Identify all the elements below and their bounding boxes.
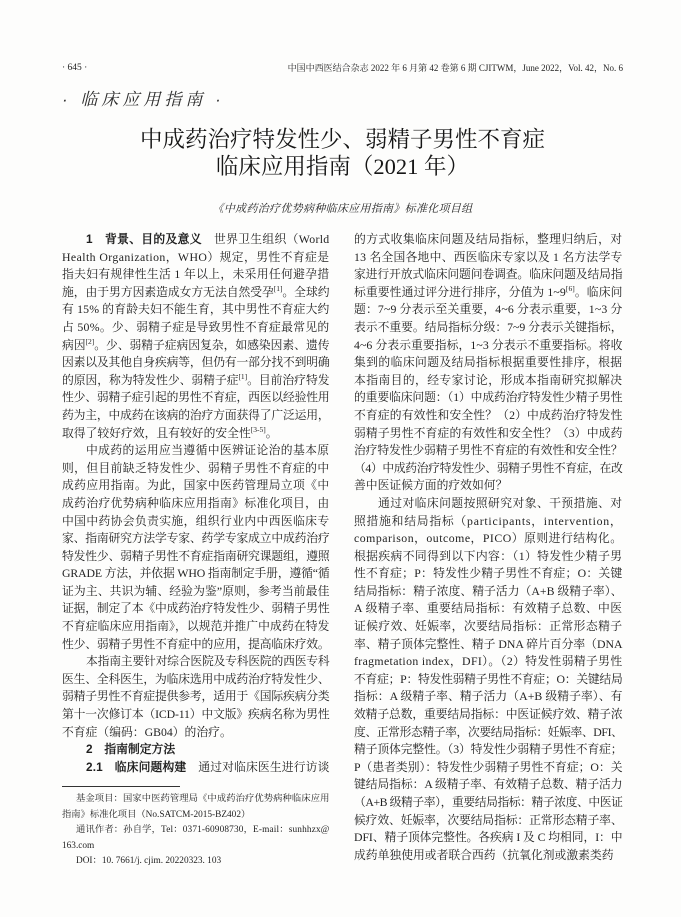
line-content: 通讯作者：孙自学，Tel：0371-60908730，E-mail：sunhhzx@ [76, 825, 330, 835]
text-line [62, 839, 330, 855]
citation-superscript: [1] [238, 371, 248, 381]
text-line [354, 301, 623, 319]
section-label: · 临床应用指南 · [62, 90, 225, 109]
text-line [62, 231, 330, 249]
line-content [86, 742, 175, 756]
author-group: 《中成药治疗优势病种临床应用指南》标准化项目组 [212, 203, 473, 215]
text-line [354, 794, 623, 812]
line-content [354, 285, 623, 299]
line-content: 药为主，中成药在该病的治疗方面获得了广泛运用， [62, 407, 330, 422]
footnote [62, 792, 330, 823]
text-segment: 的原因，称为特发性少、弱精子症 [62, 372, 239, 387]
line-content [62, 426, 278, 440]
text-line [354, 548, 623, 566]
text-line [62, 618, 330, 636]
line-content: 率、精子顶体完整性、精子 DNA 碎片百分率（DNA [354, 636, 623, 651]
text-segment: 。临床问 [574, 284, 623, 299]
text-line [354, 688, 623, 706]
text-line [62, 565, 330, 583]
citation-superscript: [3-5] [250, 424, 266, 434]
paragraph [62, 741, 330, 759]
line-content: 通过对临床问题按照研究对象、干预措施、对 [378, 495, 623, 510]
line-content: Health Organization，WHO）规定，男性不育症是 [62, 249, 330, 264]
text-line [62, 759, 330, 777]
line-content [86, 232, 330, 246]
text-line [354, 284, 623, 302]
line-content: 本指南主要针对综合医院及专科医院的西医专科 [86, 654, 330, 669]
text-line [62, 407, 330, 425]
line-content [62, 285, 329, 299]
footnote-rule [62, 786, 180, 787]
line-content: 13 名全国各地中、西医临床专家以及 1 名方法学专 [354, 249, 623, 264]
line-content: 因素以及其他自身疾病等，但仍有一部分找不到明确 [62, 355, 330, 370]
text-line [62, 548, 330, 566]
line-content: 结局指标：精子浓度、精子活力（A+B 级精子率）、 [354, 583, 623, 598]
text-line [62, 530, 330, 548]
paragraph [354, 495, 623, 864]
text-line [62, 706, 330, 724]
line-content: A 级精子率、重要结局指标：有效精子总数、中医 [354, 601, 623, 616]
line-content: 不育症（编码：GB04）的治疗。 [62, 724, 232, 739]
text-segment: 。少、弱精子症病因复杂，如感染因素、遗传 [94, 337, 330, 352]
line-content: 163.com [62, 840, 95, 851]
text-line [354, 407, 623, 425]
line-content: 第十一次修订本（ICD-11）中文版》疾病名称为男性 [62, 707, 330, 722]
text-line [62, 354, 330, 372]
text-line [62, 792, 330, 808]
line-content: 不育症的有效性和安全性？（2）中成药治疗特发性 [354, 407, 623, 422]
article-title-line: 临床应用指南（2021 年） [215, 154, 470, 179]
text-line [62, 823, 330, 839]
line-content: 度、正常形态精子率，次要结局指标：妊娠率、DFI、 [354, 724, 623, 739]
line-content: GRADE 方法，并依据 WHO 指南制定手册，遵循“循 [62, 566, 330, 581]
footnotes [62, 792, 330, 870]
paragraph [62, 442, 330, 653]
text-line [62, 284, 330, 302]
text-line [354, 671, 623, 689]
line-content: 不育症；P：特发性弱精子男性不育症；O：关键结局 [354, 671, 623, 686]
text-line [62, 477, 330, 495]
text-line [62, 495, 330, 513]
line-content [62, 373, 329, 387]
text-line [354, 425, 623, 443]
line-content: 则，但目前缺乏特发性少、弱精子男性不育症的中 [62, 460, 330, 475]
text-line [354, 653, 623, 671]
line-content: 性少、弱精子症引起的男性不育症，西医以经验性用 [62, 390, 330, 405]
text-line [62, 266, 330, 284]
line-content: 中国中药协会负责实施，组织行业内中西医临床专 [62, 513, 330, 528]
line-content: 4~6 分表示重要指标，1~3 分表示不重要指标。将收 [354, 337, 623, 352]
line-content: 的重要临床问题：（1）中成药治疗特发性少精子男性 [354, 390, 623, 405]
line-content: 指夫妇有规律性生活 1 年以上，未采用任何避孕措 [62, 267, 330, 282]
line-content: 的方式收集临床问题及结局指标，整理归纳后，对 [354, 232, 623, 246]
citation-superscript: [1] [273, 283, 283, 293]
text-line [354, 565, 623, 583]
line-content: 根据疾病不同得到以下内容：（1）特发性少精子男 [354, 548, 623, 563]
paragraph [62, 759, 330, 777]
text-line [354, 530, 623, 548]
text-line [354, 847, 623, 865]
text-segment: 施，由于男方因素造成女方无法自然受孕 [62, 284, 274, 299]
text-line [62, 301, 330, 319]
line-content: 不育症临床应用指南》，以规范并推广中成药在特发 [62, 619, 330, 634]
citation-superscript: [6] [565, 283, 575, 293]
journal-citation: 中国中西医结合杂志 2022 年 6 月第 42 卷第 6 期 CJITWM，June 2022，Vol. 42，No. 6 [287, 63, 623, 73]
page-number: · 645 · [62, 63, 88, 73]
line-content: 候疗效、妊娠率，次要结局指标：正常形态精子率、 [354, 812, 623, 827]
line-content: 证据，制定了本《中成药治疗特发性少、弱精子男性 [62, 601, 330, 616]
text-line [354, 442, 623, 460]
text-line [62, 513, 330, 531]
line-content: P（患者类别）：特发性少弱精子男性不育症；O：关 [354, 759, 623, 774]
line-content: 照措施和结局指标（participants，intervention， [354, 513, 623, 528]
text-line [62, 337, 330, 355]
text-line [62, 442, 330, 460]
footnote [62, 823, 330, 854]
text-line [354, 389, 623, 407]
line-content: （4）中成药治疗特发性少、弱精子男性不育症，在改 [354, 460, 623, 475]
text-line [354, 477, 623, 495]
line-content: 家、指南研究方法学专家、药学专家成立中成药治疗 [62, 531, 330, 546]
text-line [62, 688, 330, 706]
text-line [354, 636, 623, 654]
line-content: 性不育症；P：特发性少精子男性不育症；O：关键 [354, 566, 623, 581]
text-line [62, 653, 330, 671]
line-content [86, 760, 330, 774]
line-content: 效精子总数，重要结局指标：中医证候疗效、精子浓 [354, 707, 623, 722]
line-content: comparison，outcome，PICO）原则进行结构化。 [354, 531, 623, 546]
text-line [62, 636, 330, 654]
text-line [354, 741, 623, 759]
text-line [354, 231, 623, 249]
text-line [62, 425, 330, 443]
text-line [354, 337, 623, 355]
line-content: 表示不重要。结局指标分级：7~9 分表示关键指标， [354, 319, 623, 334]
line-content: 弱精子男性不育症的有效性和安全性？（3）中成药 [354, 425, 623, 440]
line-content: 医生、全科医生，为临床选用中成药治疗特发性少、 [62, 671, 330, 686]
text-line [62, 808, 330, 824]
text-line [62, 372, 330, 390]
line-content: 指标：A 级精子率、精子活力（A+B 级精子率）、有 [354, 689, 623, 704]
line-content: 证候疗效、妊娠率，次要结局指标：正常形态精子 [354, 619, 623, 634]
text-line [62, 319, 330, 337]
line-content: fragmetation index，DFI）。（2）特发性弱精子男性 [354, 654, 623, 669]
line-content: 证为主、共识为辅、经验为鉴”原则，参考当前最佳 [62, 583, 330, 598]
text-line [354, 372, 623, 390]
text-line [354, 776, 623, 794]
text-line [62, 249, 330, 267]
text-line [354, 460, 623, 478]
line-content: 基金项目：国家中医药管理局《中成药治疗优势病种临床应用 [76, 794, 330, 804]
left-column [62, 231, 330, 776]
line-content: 键结局指标：A 级精子率、有效精子总数、精子活力 [354, 777, 623, 792]
text-line [354, 759, 623, 777]
text-line [354, 354, 623, 372]
line-content: （A+B 级精子率），重要结局指标：精子浓度、中医证 [354, 795, 623, 809]
line-content: DFI、精子顶体完整性。各疾病 I 及 C 均相同，I：中 [354, 830, 623, 845]
text-line [354, 706, 623, 724]
text-line [354, 266, 623, 284]
text-line [62, 583, 330, 601]
article-title-line: 中成药治疗特发性少、弱精子男性不育症 [139, 127, 545, 152]
text-segment: 。全球约 [282, 284, 330, 299]
text-line [354, 249, 623, 267]
text-segment: 通过对临床医生进行访谈 [186, 759, 330, 774]
citation-superscript: [2] [85, 336, 95, 346]
text-line [354, 319, 623, 337]
text-segment: 。 [265, 425, 278, 440]
text-line [354, 600, 623, 618]
line-content: DOI：10. 7661/j. cjim. 20220323. 103 [76, 856, 222, 866]
text-line [354, 583, 623, 601]
line-content: 占 50%。少、弱精子症是导致男性不育症最常见的 [62, 319, 330, 334]
text-line [62, 671, 330, 689]
line-content: 治疗特发性少弱精子男性不育症的有效性和安全性？ [354, 443, 623, 458]
section-heading: 2 指南制定方法 [86, 742, 176, 757]
text-line [62, 460, 330, 478]
text-segment: 取得了较好疗效，且有较好的安全性 [62, 425, 251, 440]
text-line [62, 854, 330, 870]
text-line [354, 829, 623, 847]
line-content: 特发性少、弱精子男性不育症指南研究课题组，遵照 [62, 548, 330, 563]
text-segment: 。目前治疗特发 [247, 372, 330, 387]
line-content: 成药治疗优势病种临床应用指南》标准化项目，由 [62, 495, 330, 510]
line-content: 本指南目的，经专家讨论，形成本指南研究拟解决 [354, 372, 623, 387]
text-line [354, 513, 623, 531]
text-segment: 世界卫生组织（World [201, 232, 330, 246]
line-content: 题：7~9 分表示至关重要，4~6 分表示重要，1~3 分 [354, 302, 623, 317]
line-content: 集到的临床问题及结局指标根据重要性排序，根据 [354, 355, 623, 370]
text-line [354, 495, 623, 513]
line-content: 善中医证候方面的疗效如何？ [354, 478, 508, 493]
line-content: 指南》标准化项目（No.SATCM-2015-BZ402） [62, 809, 251, 820]
line-content: 成药应用指南。为此，国家中医药管理局立项《中 [62, 478, 330, 493]
text-segment: 标重要性通过评分进行排序，分值为 1~9 [354, 284, 566, 299]
line-content [62, 338, 329, 352]
paragraph [354, 231, 623, 495]
line-content: 弱精子男性不育症提供参考，适用于《国际疾病分类 [62, 689, 330, 704]
text-line [354, 812, 623, 830]
paragraph [62, 653, 330, 741]
section-heading: 2.1 临床问题构建 [86, 759, 187, 774]
text-segment: 病因 [62, 337, 86, 352]
line-content: 家进行开放式临床问题问卷调查。临床问题及结局指 [354, 267, 623, 282]
right-column [354, 231, 623, 864]
text-line [62, 741, 330, 759]
section-heading: 1 背景、目的及意义 [86, 232, 202, 246]
article-title [62, 126, 623, 180]
text-line [354, 724, 623, 742]
text-line [62, 600, 330, 618]
line-content: 有 15% 的育龄夫妇不能生育，其中男性不育症大约 [62, 302, 330, 317]
paragraph [62, 231, 330, 442]
line-content: 精子顶体完整性。（3）特发性少弱精子男性不育症； [354, 742, 623, 757]
text-line [354, 618, 623, 636]
text-line [62, 724, 330, 742]
line-content: 成药单独使用或者联合西药（抗氧化剂或激素类药 [354, 847, 614, 862]
line-content: 性少、弱精子男性不育症中的应用，提高临床疗效。 [62, 636, 330, 651]
text-line [62, 389, 330, 407]
running-header [62, 61, 623, 75]
footnote [62, 854, 330, 870]
line-content: 中成药的运用应当遵循中医辨证论治的基本原 [86, 443, 330, 458]
